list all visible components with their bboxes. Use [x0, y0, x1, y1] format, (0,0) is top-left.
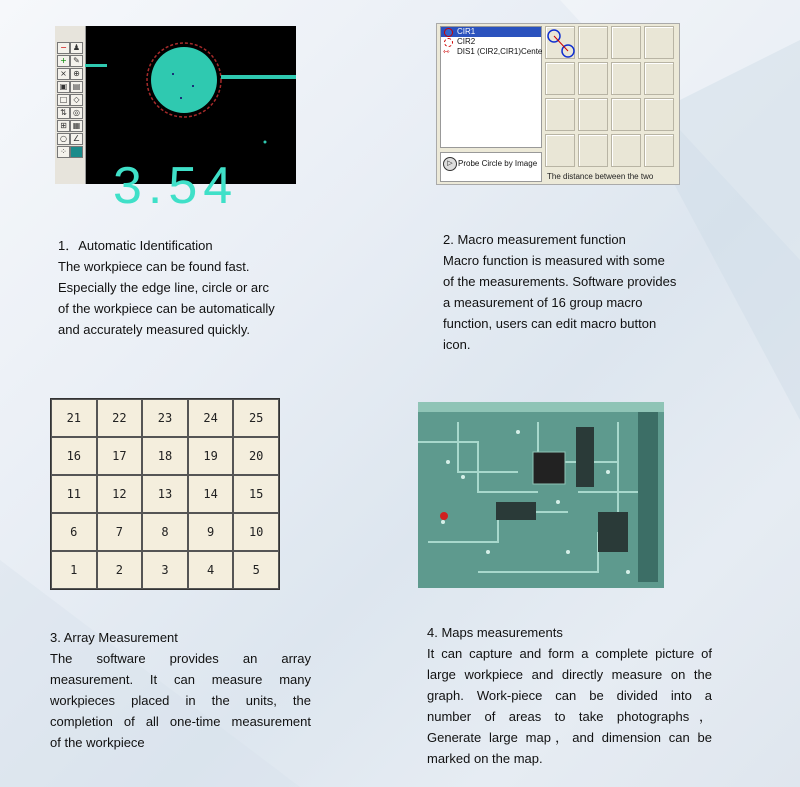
macro-caption: The distance between the two [547, 172, 654, 181]
measurement-toolbar [55, 26, 86, 184]
image-tool-icon[interactable]: ▤ [70, 81, 83, 93]
macro-button[interactable] [611, 134, 641, 167]
target-tool-icon[interactable]: ◎ [70, 107, 83, 119]
macro-button[interactable] [545, 134, 575, 167]
probe-icon: ▷ [443, 157, 457, 171]
section-macro-measurement [443, 229, 713, 355]
section-maps-measurements [427, 622, 712, 769]
minus-tool-icon[interactable]: − [57, 42, 70, 54]
array-cell[interactable]: 23 [142, 399, 188, 437]
section-line: The workpiece can be found fast. [58, 259, 250, 274]
array-cell[interactable]: 24 [188, 399, 234, 437]
plus-tool-icon[interactable]: + [57, 55, 70, 67]
section-heading: 2. Macro measurement function [443, 232, 626, 247]
array-cell[interactable]: 22 [97, 399, 143, 437]
array-cell[interactable]: 25 [233, 399, 279, 437]
section-line: completion of all one-time measurement [50, 714, 311, 729]
rect-tool-icon[interactable]: □ [57, 94, 70, 106]
dots-tool-icon[interactable]: ⁘ [57, 146, 70, 158]
cross-tool-icon[interactable]: × [57, 68, 70, 80]
circle-icon [444, 28, 453, 37]
grid-tool-icon[interactable]: ▦ [70, 120, 83, 132]
pcb-board-illustration [418, 402, 664, 588]
macro-button[interactable] [611, 62, 641, 95]
array-cell[interactable]: 5 [233, 551, 279, 589]
array-cell[interactable]: 14 [188, 475, 234, 513]
circle-tool-icon[interactable]: ○ [57, 133, 70, 145]
array-cell[interactable]: 17 [97, 437, 143, 475]
section-heading: 4. Maps measurements [427, 625, 563, 640]
macro-button[interactable] [644, 62, 674, 95]
section-heading: 1．Automatic Identification [58, 238, 213, 253]
distance-icon: ⇿ [443, 47, 450, 56]
macro-button[interactable] [644, 98, 674, 131]
pcb-map-image [418, 402, 664, 588]
list-item[interactable]: ⇿ DIS1 (CIR2,CIR1)Cente [443, 47, 543, 56]
shape-tool-icon[interactable]: ◇ [70, 94, 83, 106]
section-heading: 3. Array Measurement [50, 630, 178, 645]
arrow-tool-icon[interactable]: ⇅ [57, 107, 70, 119]
list-item[interactable]: CIR2 [441, 37, 541, 47]
section-line: of the measurements. Software provides [443, 274, 677, 289]
circle-icon [444, 38, 453, 47]
array-cell[interactable]: 4 [188, 551, 234, 589]
section-line: large workpiece and directly measure on the [427, 667, 712, 682]
array-cell[interactable]: 11 [51, 475, 97, 513]
array-cell[interactable]: 2 [97, 551, 143, 589]
section-line: Especially the edge line, circle or arc [58, 280, 269, 295]
section-line: and accurately measured quickly. [58, 322, 250, 337]
array-cell[interactable]: 21 [51, 399, 97, 437]
probe-label: Probe Circle by Image [458, 159, 538, 168]
person-tool-icon[interactable]: ♟ [70, 42, 83, 54]
macro-button[interactable] [611, 98, 641, 131]
macro-button-grid [545, 26, 675, 170]
zoom-tool-icon[interactable]: ⊕ [70, 68, 83, 80]
array-cell[interactable]: 18 [142, 437, 188, 475]
macro-button[interactable] [578, 62, 608, 95]
macro-button[interactable] [611, 26, 641, 59]
array-cell[interactable]: 6 [51, 513, 97, 551]
macro-button[interactable] [644, 26, 674, 59]
macro-button[interactable] [644, 134, 674, 167]
section-line: function, users can edit macro button [443, 316, 657, 331]
section-line: It can capture and form a complete picture of [427, 646, 712, 661]
array-cell[interactable]: 13 [142, 475, 188, 513]
array-cell[interactable]: 12 [97, 475, 143, 513]
section-line: of the workpiece can be automatically [58, 301, 275, 316]
distance-macro-icon [546, 27, 576, 60]
angle-tool-icon[interactable]: ∠ [70, 133, 83, 145]
array-cell[interactable]: 10 [233, 513, 279, 551]
section-automatic-identification [58, 235, 308, 340]
array-cell[interactable]: 20 [233, 437, 279, 475]
section-line: icon. [443, 337, 471, 352]
macro-button[interactable] [545, 62, 575, 95]
section-line: of the workpiece [50, 735, 145, 750]
array-cell[interactable]: 8 [142, 513, 188, 551]
array-cell[interactable]: 16 [51, 437, 97, 475]
auto-identification-image [55, 26, 296, 215]
section-line: a measurement of 16 group macro [443, 295, 643, 310]
array-cell[interactable]: 7 [97, 513, 143, 551]
list-item[interactable]: CIR1 [441, 27, 541, 37]
macro-button[interactable] [545, 26, 575, 59]
section-line: number of areas to take photographs， [427, 709, 712, 724]
section-line: Generate large map，and dimension can be [427, 730, 712, 745]
macro-button[interactable] [578, 26, 608, 59]
color-tool-icon[interactable] [70, 146, 83, 158]
section-line: marked on the map. [427, 751, 543, 766]
expand-tool-icon[interactable]: ⊞ [57, 120, 70, 132]
macro-button[interactable] [578, 98, 608, 131]
array-cell[interactable]: 15 [233, 475, 279, 513]
array-cell[interactable]: 1 [51, 551, 97, 589]
section-line: measurement. It can measure many [50, 672, 311, 687]
frame-tool-icon[interactable]: ▣ [57, 81, 70, 93]
measurement-list[interactable] [440, 26, 542, 148]
array-cell[interactable]: 19 [188, 437, 234, 475]
array-cell[interactable]: 3 [142, 551, 188, 589]
array-grid [50, 398, 280, 590]
probe-panel[interactable] [440, 152, 542, 182]
reading-text: 3.54 [113, 157, 239, 215]
macro-button[interactable] [545, 98, 575, 131]
macro-button[interactable] [578, 134, 608, 167]
section-line: Macro function is measured with some [443, 253, 665, 268]
section-line: The software provides an array [50, 651, 311, 666]
pen-tool-icon[interactable]: ✎ [70, 55, 83, 67]
array-cell[interactable]: 9 [188, 513, 234, 551]
macro-measurement-image [436, 23, 680, 185]
section-line: workpieces placed in the units, the [50, 693, 311, 708]
section-line: graph. Work-piece can be divided into a [427, 688, 712, 703]
section-array-measurement [50, 627, 311, 753]
